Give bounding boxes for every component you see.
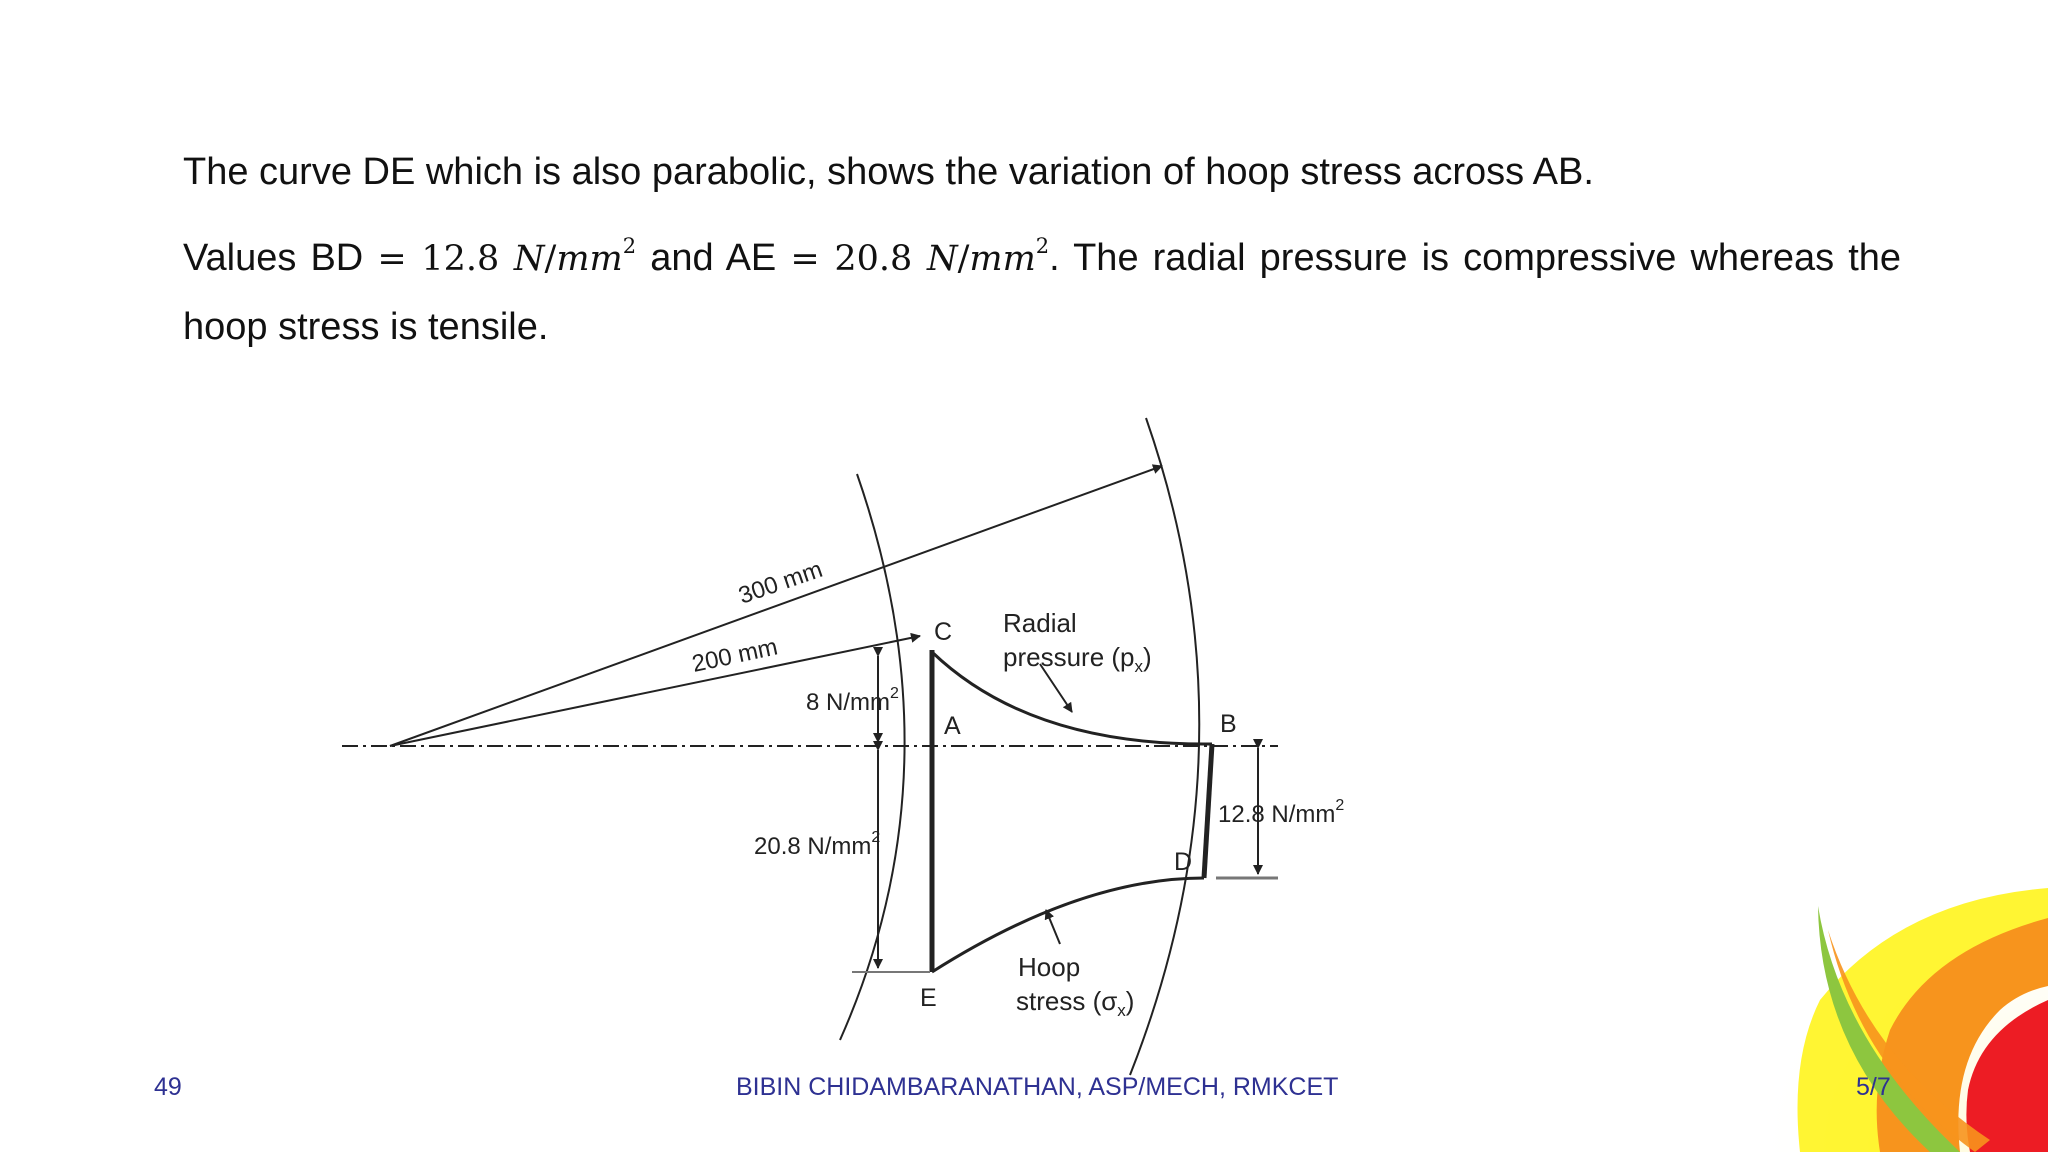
hoop-label-1: Hoop xyxy=(1018,952,1081,982)
footer-author: BIBIN CHIDAMBARANATHAN, ASP/MECH, RMKCET xyxy=(736,1073,1339,1101)
page-number: 49 xyxy=(154,1073,182,1101)
point-b-label: B xyxy=(1220,710,1237,738)
ae-equation: = 20.8 $N/mm^2$ xyxy=(790,234,1050,279)
point-a-label: A xyxy=(944,712,961,740)
point-d-label: D xyxy=(1174,848,1193,876)
text-line-1: The curve DE which is also parabolic, shows the variation of hoop stress across AB. xyxy=(183,151,1594,193)
footer-date: 5/7 xyxy=(1856,1073,1891,1101)
label-300mm: 300 mm xyxy=(735,555,826,610)
label-200mm: 200 mm xyxy=(689,633,781,678)
radial-label-2: pressure $(p_x)$ xyxy=(1003,642,1152,676)
label-8-nmm2: 8 $N/mm^2$ xyxy=(806,685,899,716)
label-128-nmm2: 12.8 $N/mm^2$ xyxy=(1218,797,1345,828)
values-bd-label: Values BD xyxy=(183,237,364,279)
radial-label-1: Radial xyxy=(1003,608,1077,638)
hoop-label-2: stress $(\sigma_x)$ xyxy=(1016,986,1135,1020)
label-208-nmm2: 20.8 $N/mm^2$ xyxy=(754,829,881,860)
point-e-label: E xyxy=(920,984,937,1012)
values-remark: . The radial pressure is compressive whereas the hoop stress is tensile. xyxy=(183,237,1902,348)
values-ae-label: and AE xyxy=(650,237,777,279)
bd-equation: = 12.8 $N/mm^2$ xyxy=(377,234,637,279)
point-c-label: C xyxy=(934,618,953,646)
